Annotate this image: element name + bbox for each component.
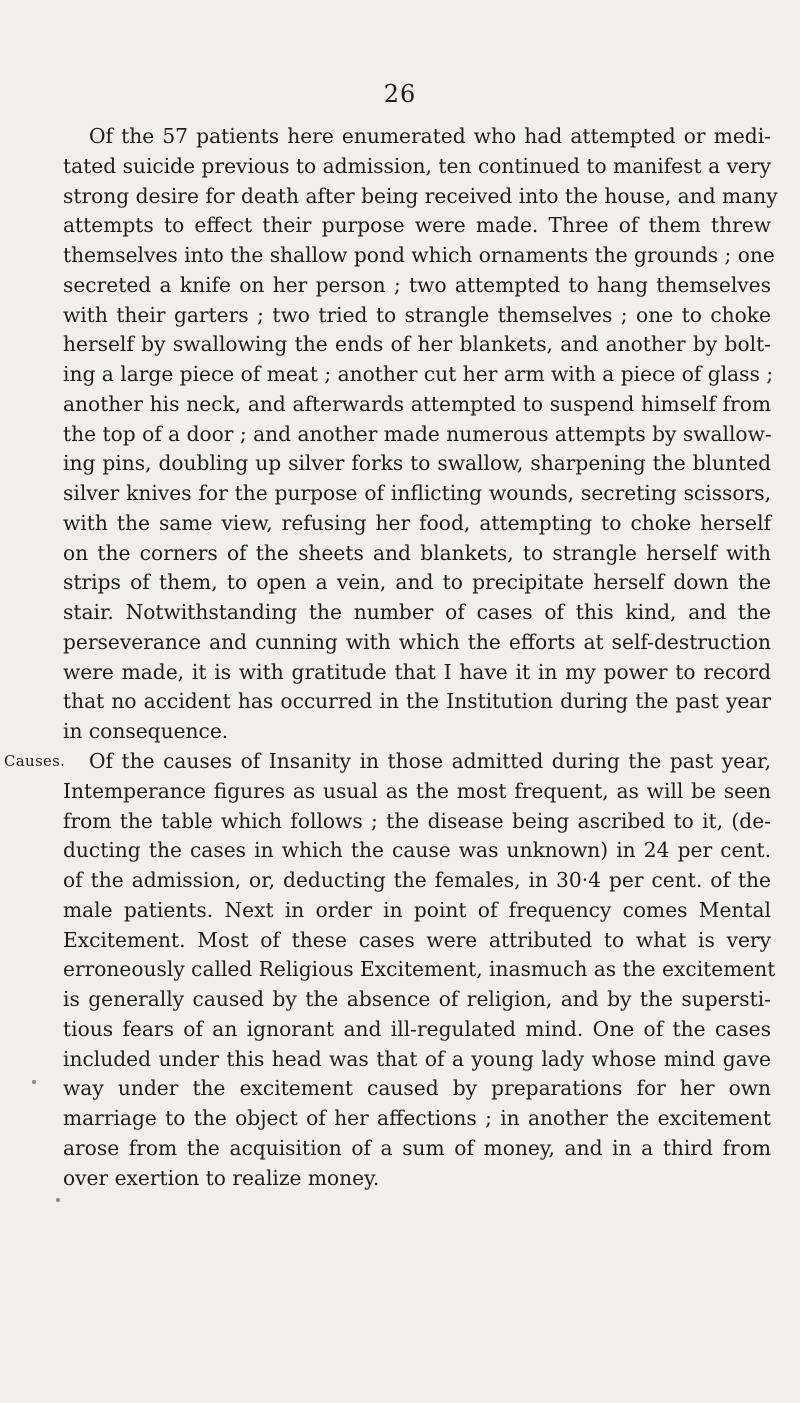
text-line: ing pins, doubling up silver forks to swallow, sharpening the blunted xyxy=(63,451,771,476)
margin-note-causes: Causes. xyxy=(4,752,66,770)
text-line: tious fears of an ignorant and ill-regulated mind. One of the cases xyxy=(63,1016,771,1041)
paragraph-suicide-attempts xyxy=(63,122,778,747)
text-line: with their garters ; two tried to strangle themselves ; one to choke xyxy=(63,302,771,327)
page-number: 26 xyxy=(383,80,417,108)
text-line: Of the 57 patients here enumerated who had attempted or medi- xyxy=(89,124,771,148)
text-line: strong desire for death after being received into the house, and many xyxy=(63,183,778,208)
ink-speck xyxy=(32,1080,36,1084)
text-line: included under this head was that of a young lady whose mind gave xyxy=(63,1046,771,1071)
text-line: another his neck, and afterwards attempted to suspend himself from xyxy=(63,391,771,416)
text-line: in consequence. xyxy=(63,719,229,743)
paragraph-causes-of-insanity xyxy=(63,747,776,1193)
text-line: from the table which follows ; the disease being ascribed to it, (de- xyxy=(63,808,771,833)
text-line: Of the causes of Insanity in those admitted during the past year, xyxy=(89,749,771,773)
text-line: with the same view, refusing her food, attempting to choke herself xyxy=(63,510,771,535)
text-line: herself by swallowing the ends of her blankets, and another by bolt- xyxy=(63,332,771,357)
text-line: Intemperance figures as usual as the most frequent, as will be seen xyxy=(63,778,771,803)
text-line: of the admission, or, deducting the females, in 30·4 per cent. of the xyxy=(63,868,771,892)
text-line: way under the excitement caused by preparations for her own xyxy=(63,1076,771,1101)
text-line: Excitement. Most of these cases were attributed to what is very xyxy=(63,927,771,952)
text-line: strips of them, to open a vein, and to precipitate herself down the xyxy=(63,570,771,595)
text-line: marriage to the object of her affections ; in another the excitement xyxy=(63,1106,771,1130)
text-line: the top of a door ; and another made numerous attempts by swallow- xyxy=(63,421,772,446)
text-line: themselves into the shallow pond which ornaments the grounds ; one xyxy=(63,243,775,267)
text-line: attempts to effect their purpose were made. Three of them threw xyxy=(63,213,771,238)
text-line: male patients. Next in order in point of frequency comes Mental xyxy=(63,897,771,922)
ink-speck xyxy=(56,1198,60,1202)
text-line: were made, it is with gratitude that I have it in my power to record xyxy=(63,659,771,684)
text-line: stair. Notwithstanding the number of cases of this kind, and the xyxy=(63,600,771,624)
text-line: ing a large piece of meat ; another cut her arm with a piece of glass ; xyxy=(63,362,774,386)
text-line: erroneously called Religious Excitement, inasmuch as the excitement xyxy=(63,957,776,982)
text-line: over exertion to realize money. xyxy=(63,1165,380,1190)
text-line: arose from the acquisition of a sum of money, and in a third from xyxy=(63,1135,771,1160)
text-line: perseverance and cunning with which the efforts at self-destruction xyxy=(63,629,771,654)
text-line: on the corners of the sheets and blankets, to strangle herself with xyxy=(63,540,771,565)
text-line: tated suicide previous to admission, ten continued to manifest a very xyxy=(63,153,771,178)
text-line: ducting the cases in which the cause was unknown) in 24 per cent. xyxy=(63,838,771,863)
text-line: is generally caused by the absence of religion, and by the supersti- xyxy=(63,987,771,1011)
text-line: secreted a knife on her person ; two attempted to hang themselves xyxy=(63,272,771,297)
text-line: that no accident has occurred in the Institution during the past year xyxy=(63,689,771,714)
text-line: silver knives for the purpose of inflicting wounds, secreting scissors, xyxy=(63,481,771,505)
